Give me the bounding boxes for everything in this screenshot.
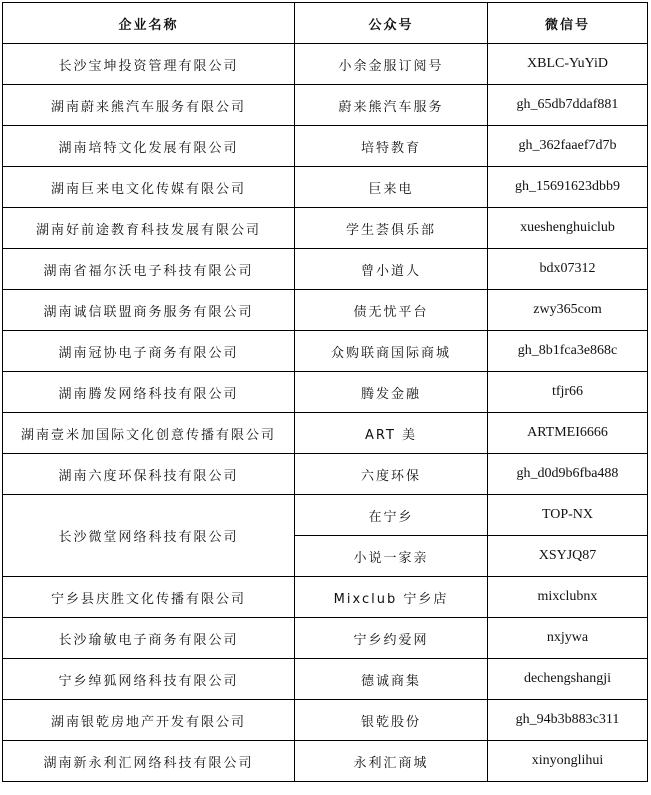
official-account-cell: 巨来电 (295, 167, 488, 208)
company-name-cell: 湖南银乾房地产开发有限公司 (3, 700, 295, 741)
wechat-id-cell: xueshenghuiclub (488, 208, 648, 249)
header-official-account: 公众号 (295, 3, 488, 44)
company-name-cell: 长沙宝坤投资管理有限公司 (3, 44, 295, 85)
wechat-id-cell: dechengshangji (488, 659, 648, 700)
company-name-cell: 湖南腾发网络科技有限公司 (3, 372, 295, 413)
official-account-cell: Mixclub 宁乡店 (295, 577, 488, 618)
wechat-account-table (2, 2, 648, 782)
official-account-cell: 德诚商集 (295, 659, 488, 700)
official-account-cell: 六度环保 (295, 454, 488, 495)
company-name-cell: 湖南六度环保科技有限公司 (3, 454, 295, 495)
official-account-cell: 小说一家亲 (295, 536, 488, 577)
wechat-id-cell: gh_15691623dbb9 (488, 167, 648, 208)
company-name-cell: 湖南新永利汇网络科技有限公司 (3, 741, 295, 782)
wechat-id-cell: gh_d0d9b6fba488 (488, 454, 648, 495)
wechat-id-cell: tfjr66 (488, 372, 648, 413)
official-account-cell: 在宁乡 (295, 495, 488, 536)
table-row (3, 495, 648, 536)
official-account-cell: 银乾股份 (295, 700, 488, 741)
wechat-id-cell: zwy365com (488, 290, 648, 331)
wechat-id-cell: XBLC-YuYiD (488, 44, 648, 85)
company-name-cell: 长沙微堂网络科技有限公司 (3, 495, 295, 577)
table-row (3, 208, 648, 249)
table-row (3, 741, 648, 782)
company-name-cell: 湖南冠协电子商务有限公司 (3, 331, 295, 372)
official-account-cell: 宁乡约爱网 (295, 618, 488, 659)
table-row (3, 577, 648, 618)
official-account-cell: ART 美 (295, 413, 488, 454)
company-name-cell: 湖南壹米加国际文化创意传播有限公司 (3, 413, 295, 454)
table-row (3, 249, 648, 290)
company-name-cell: 长沙瑜敏电子商务有限公司 (3, 618, 295, 659)
official-account-cell: 众购联商国际商城 (295, 331, 488, 372)
wechat-id-cell: gh_8b1fca3e868c (488, 331, 648, 372)
company-name-cell: 湖南好前途教育科技发展有限公司 (3, 208, 295, 249)
wechat-id-cell: gh_94b3b883c311 (488, 700, 648, 741)
company-name-cell: 湖南诚信联盟商务服务有限公司 (3, 290, 295, 331)
header-company-name: 企业名称 (3, 3, 295, 44)
wechat-id-cell: mixclubnx (488, 577, 648, 618)
table-row (3, 331, 648, 372)
table-header-row (3, 3, 648, 44)
registry-sheet (2, 2, 647, 791)
table-row (3, 167, 648, 208)
official-account-cell: 腾发金融 (295, 372, 488, 413)
table-row (3, 413, 648, 454)
wechat-id-cell: TOP-NX (488, 495, 648, 536)
wechat-id-cell: gh_362faaef7d7b (488, 126, 648, 167)
wechat-id-cell: nxjywa (488, 618, 648, 659)
header-wechat-id: 微信号 (488, 3, 648, 44)
official-account-cell: 永利汇商城 (295, 741, 488, 782)
table-row (3, 618, 648, 659)
table-row (3, 659, 648, 700)
table-row (3, 126, 648, 167)
wechat-id-cell: XSYJQ87 (488, 536, 648, 577)
official-account-cell: 蔚来熊汽车服务 (295, 85, 488, 126)
wechat-id-cell: gh_65db7ddaf881 (488, 85, 648, 126)
official-account-cell: 债无忧平台 (295, 290, 488, 331)
table-row (3, 44, 648, 85)
official-account-cell: 培特教育 (295, 126, 488, 167)
company-name-cell: 湖南省福尔沃电子科技有限公司 (3, 249, 295, 290)
table-row (3, 85, 648, 126)
official-account-cell: 曾小道人 (295, 249, 488, 290)
table-row (3, 290, 648, 331)
official-account-cell: 学生荟俱乐部 (295, 208, 488, 249)
company-name-cell: 湖南蔚来熊汽车服务有限公司 (3, 85, 295, 126)
company-name-cell: 宁乡绰狐网络科技有限公司 (3, 659, 295, 700)
official-account-cell: 小余金服订阅号 (295, 44, 488, 85)
company-name-cell: 湖南培特文化发展有限公司 (3, 126, 295, 167)
wechat-id-cell: xinyonglihui (488, 741, 648, 782)
table-row (3, 454, 648, 495)
wechat-id-cell: bdx07312 (488, 249, 648, 290)
company-name-cell: 湖南巨来电文化传媒有限公司 (3, 167, 295, 208)
table-row (3, 700, 648, 741)
company-name-cell: 宁乡县庆胜文化传播有限公司 (3, 577, 295, 618)
table-row (3, 372, 648, 413)
wechat-id-cell: ARTMEI6666 (488, 413, 648, 454)
